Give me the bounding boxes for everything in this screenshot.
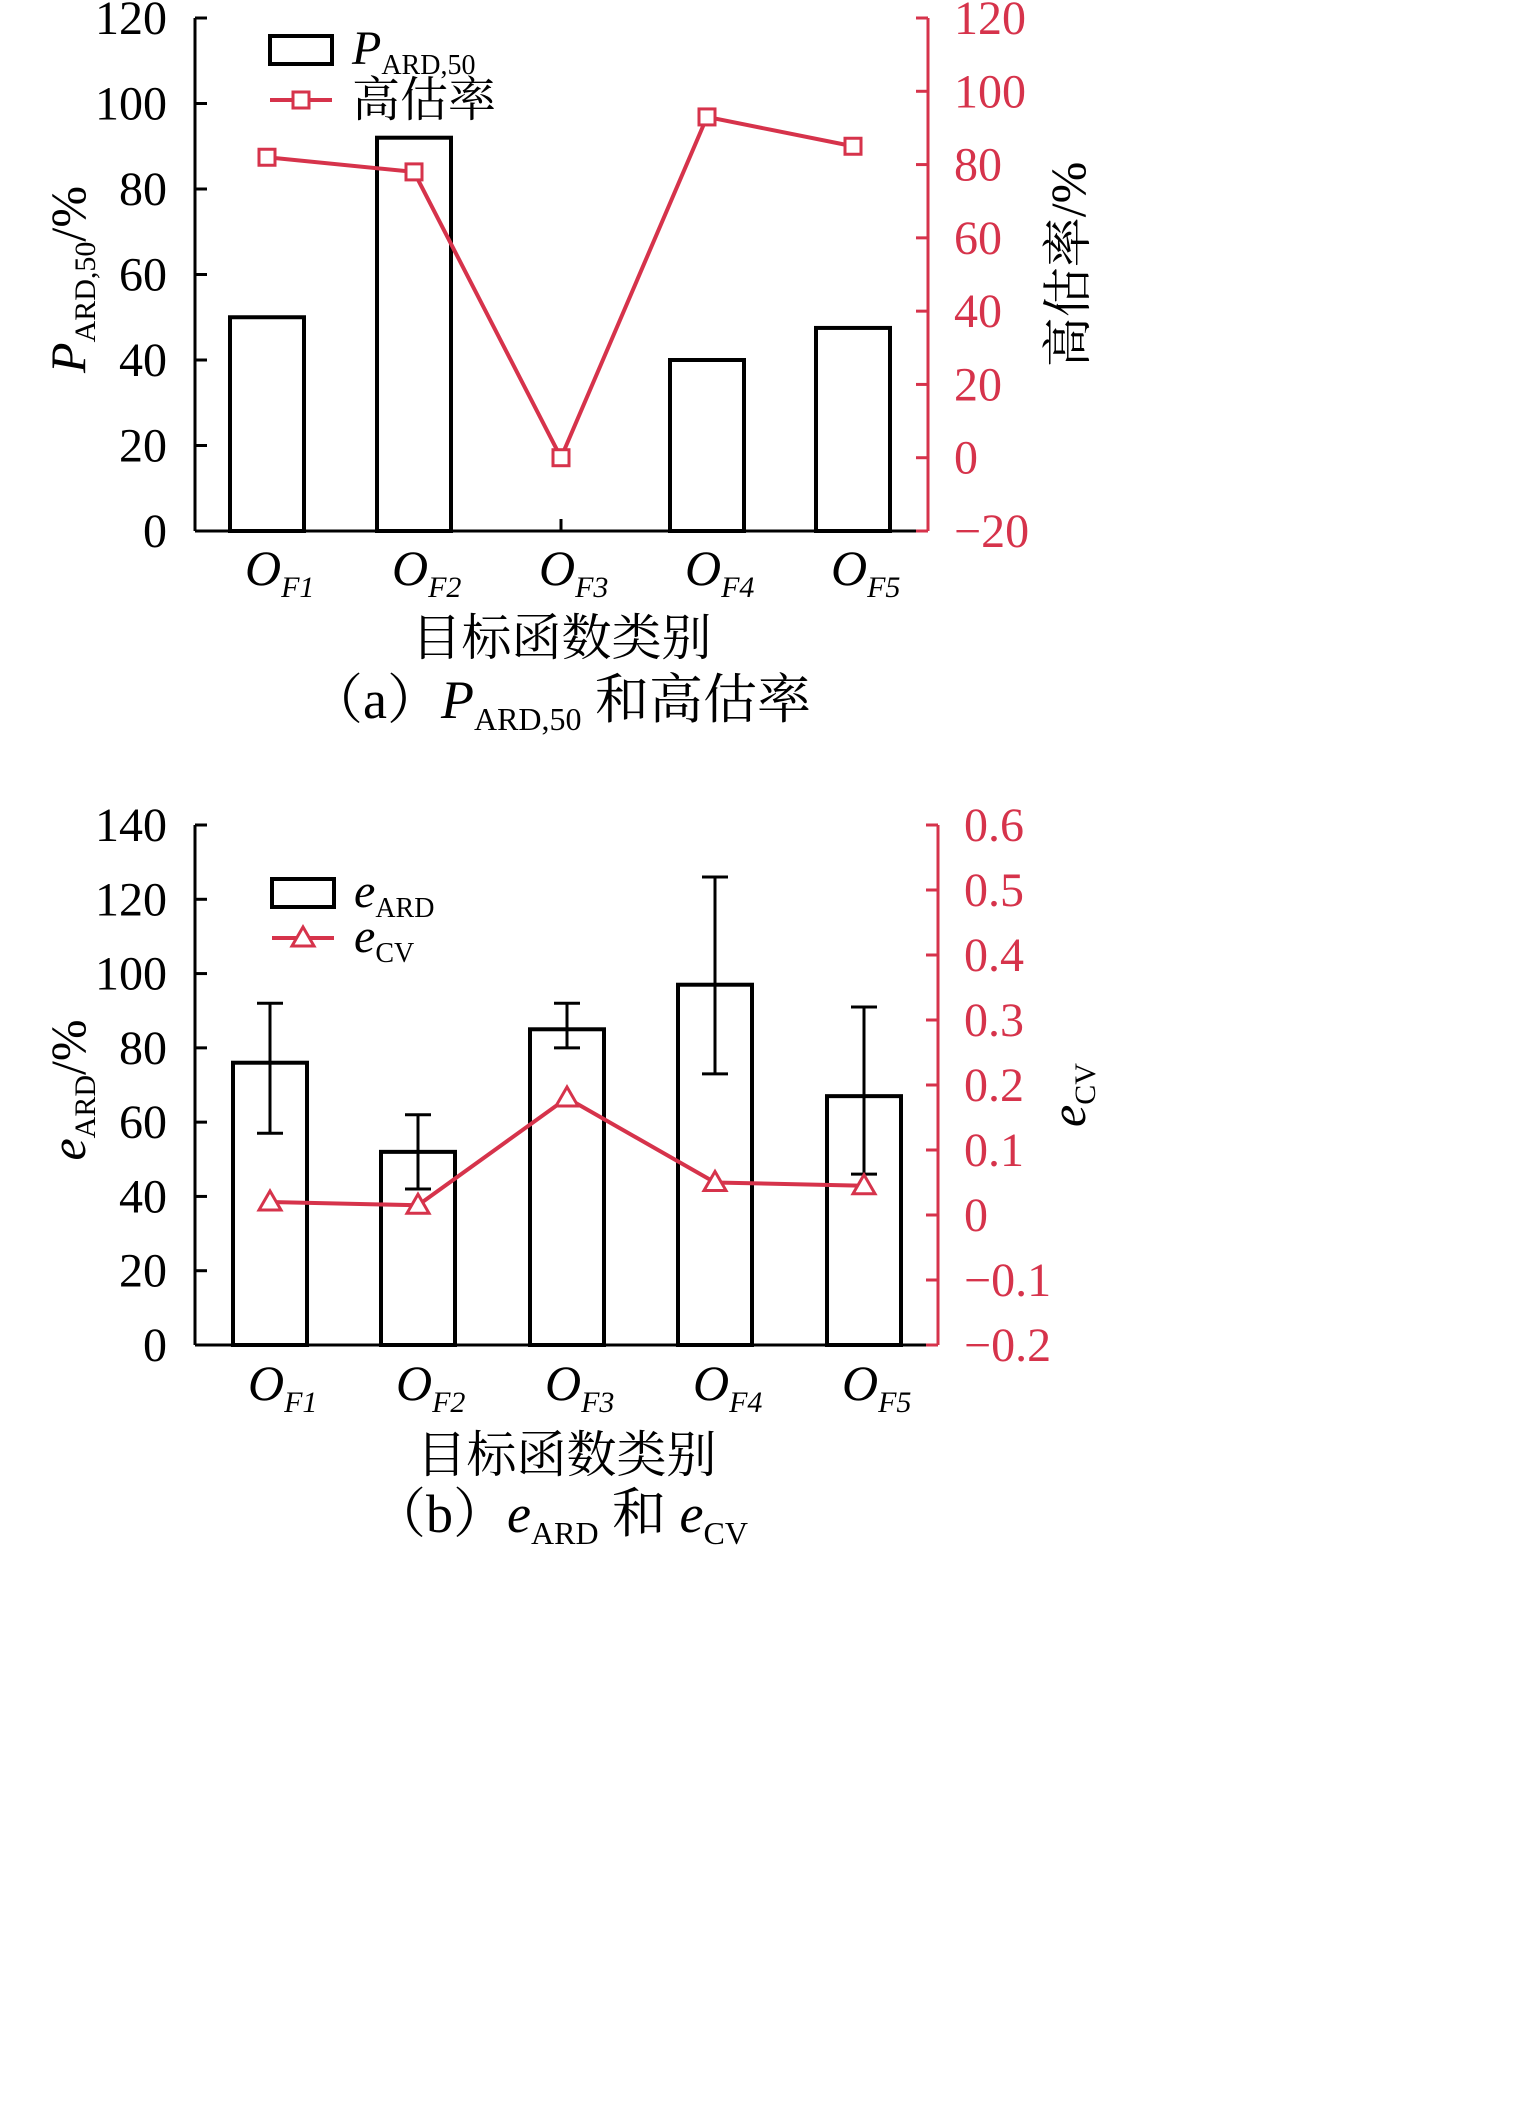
category-sub: F3 [575, 571, 609, 604]
left-tick-label: 140 [95, 799, 167, 852]
legend-sub: ARD [375, 893, 435, 924]
bar [816, 328, 890, 531]
ylabel-var: e [40, 1138, 96, 1161]
right-tick-label: 0 [964, 1189, 988, 1242]
legend-var: P [352, 22, 382, 75]
right-tick-label: 0.4 [964, 929, 1024, 982]
category-label [842, 1355, 911, 1419]
left-tick-label: 80 [119, 1021, 167, 1075]
y-axis-title-left [40, 1019, 102, 1160]
ylabel-var: e [1040, 1104, 1096, 1127]
category-label [539, 540, 608, 604]
left-tick-label: 120 [95, 0, 167, 45]
category-main: O [545, 1355, 582, 1411]
right-tick-label: −0.2 [964, 1319, 1052, 1372]
category-main: O [392, 540, 429, 596]
right-tick-label: 0.5 [964, 864, 1024, 917]
category-sub: F5 [867, 571, 901, 604]
category-main: O [539, 540, 576, 596]
category-main: O [693, 1355, 730, 1411]
chart-b [40, 799, 1102, 1551]
right-tick-label: 40 [954, 285, 1002, 339]
y-axis-title-right [1040, 1063, 1102, 1127]
category-label [392, 540, 461, 604]
right-tick-label: 0 [954, 431, 978, 485]
category-sub: F4 [729, 1386, 763, 1419]
ylabel-suffix: /% [40, 1019, 96, 1075]
legend-label [351, 22, 475, 81]
left-tick-label: 0 [143, 1319, 167, 1372]
category-label [831, 540, 900, 604]
right-tick-label: −0.1 [964, 1254, 1052, 1307]
category-sub: F1 [284, 1386, 318, 1419]
caption-mid: 和 [598, 1484, 680, 1544]
left-tick-label: 100 [95, 77, 167, 131]
category-label [685, 540, 754, 604]
category-main: O [396, 1355, 433, 1411]
line-point [845, 138, 861, 154]
figure-caption [372, 1484, 748, 1551]
category-main: O [831, 540, 868, 596]
right-tick-label: 0.3 [964, 994, 1024, 1047]
legend-sub: ARD,50 [381, 50, 476, 81]
ylabel-sub: CV [1069, 1063, 1102, 1105]
left-tick-label: 60 [119, 248, 167, 302]
caption-sub: ARD,50 [473, 701, 582, 737]
caption-var: P [440, 670, 474, 730]
right-tick-label: 0.1 [964, 1124, 1024, 1177]
category-sub: F3 [581, 1386, 615, 1419]
category-sub: F2 [432, 1386, 466, 1419]
left-tick-label: 0 [143, 505, 167, 558]
category-main: O [842, 1355, 879, 1411]
left-tick-label: 60 [119, 1096, 167, 1150]
ylabel-var: P [40, 342, 96, 373]
y-axis-title-right: 高估率/% [1040, 161, 1096, 368]
bar [377, 138, 451, 531]
category-main: O [248, 1355, 285, 1411]
bar [230, 317, 304, 531]
right-tick-label: 60 [954, 211, 1002, 265]
legend-bar-swatch [272, 879, 334, 907]
right-tick-label: 0.2 [964, 1059, 1024, 1112]
category-main: O [685, 540, 722, 596]
x-axis-title: 目标函数类别 [416, 1427, 717, 1483]
caption-sub: CV [703, 1515, 748, 1551]
right-tick-label: 120 [954, 0, 1026, 45]
right-tick-label: −20 [954, 505, 1030, 558]
ylabel-suffix: /% [40, 186, 96, 242]
line-point [406, 164, 422, 180]
left-tick-label: 40 [119, 334, 167, 387]
x-axis-title: 目标函数类别 [411, 610, 712, 666]
category-label [245, 540, 314, 604]
left-tick-label: 40 [119, 1170, 167, 1224]
category-sub: F2 [428, 571, 462, 604]
category-main: O [245, 540, 282, 596]
y-axis-title-left [40, 186, 102, 374]
caption-prefix: （a） [308, 670, 441, 730]
line-point [699, 109, 715, 125]
caption-suffix: 和高估率 [581, 670, 812, 730]
legend-bar-swatch [270, 36, 332, 64]
right-tick-label: 0.6 [964, 799, 1024, 852]
left-tick-label: 20 [119, 419, 167, 473]
caption-var: e [507, 1484, 531, 1544]
legend-label: 高估率 [352, 74, 497, 127]
category-label [545, 1355, 614, 1419]
category-sub: F5 [878, 1386, 912, 1419]
legend-sub: CV [375, 938, 415, 969]
line-point [553, 450, 569, 466]
ylabel-sub: ARD [69, 1075, 102, 1139]
right-tick-label: 80 [954, 138, 1002, 192]
category-label [693, 1355, 762, 1419]
category-sub: F1 [281, 571, 315, 604]
legend-var: e [354, 910, 376, 963]
bar [530, 1029, 604, 1345]
line-point [293, 92, 309, 108]
category-sub: F4 [721, 571, 755, 604]
left-tick-label: 100 [95, 947, 167, 1001]
category-label [248, 1355, 317, 1419]
right-tick-label: 20 [954, 358, 1002, 412]
line-series [267, 117, 853, 458]
ylabel-sub: ARD,50 [69, 241, 102, 343]
category-label [396, 1355, 465, 1419]
left-tick-label: 120 [95, 873, 167, 927]
caption-sub: ARD [530, 1515, 599, 1551]
legend-var: e [354, 865, 376, 918]
left-tick-label: 20 [119, 1244, 167, 1298]
line-point [259, 149, 275, 165]
caption-var: e [679, 1484, 704, 1544]
chart-a [40, 0, 1096, 737]
figure-caption [309, 670, 811, 737]
left-tick-label: 80 [119, 163, 167, 216]
right-tick-label: 100 [954, 65, 1026, 119]
caption-prefix: （b） [372, 1484, 508, 1544]
bar [670, 360, 744, 531]
